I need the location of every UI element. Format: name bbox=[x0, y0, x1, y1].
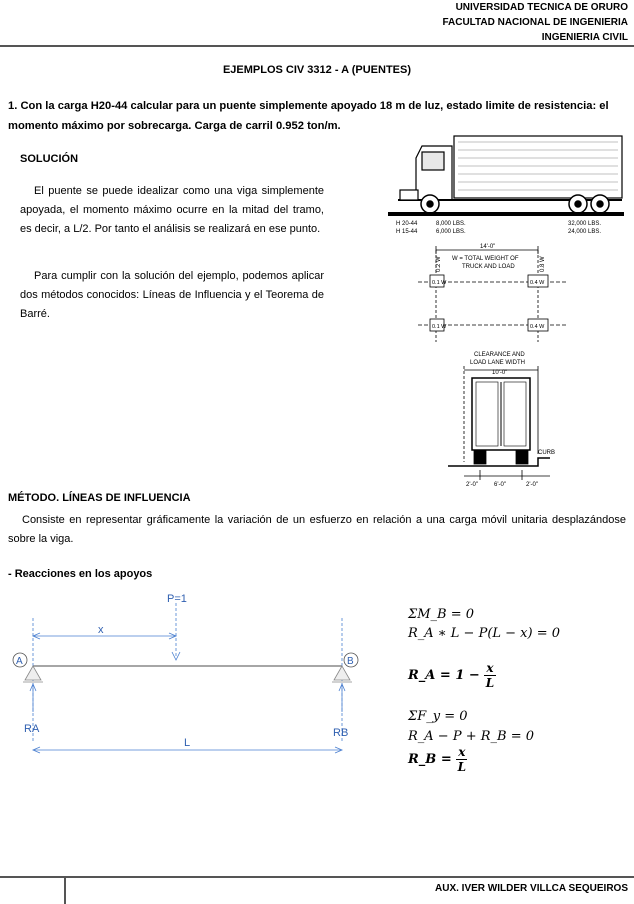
footer-tick bbox=[64, 877, 66, 904]
header-divider bbox=[0, 45, 634, 47]
support-a-label: A bbox=[16, 656, 23, 667]
rear-axle-load: 0.8 W bbox=[540, 256, 546, 272]
label-h20: H 20-44 bbox=[396, 221, 418, 227]
document-title: EJEMPLOS CIV 3312 - A (PUENTES) bbox=[222, 64, 412, 76]
method-text: Consiste en representar gráficamente la variación de un esfuerzo en relación a una carga móvil unitaria desplazándose sobre la viga. bbox=[8, 514, 626, 545]
load-label: P=1 bbox=[167, 593, 187, 605]
dim-mid: 6'-0" bbox=[494, 482, 506, 488]
solution-paragraph-2: Para cumplir con la solución del ejemplo, podemos aplicar dos métodos conocidos: Líneas de Influencia y el Teorema de Barré. bbox=[20, 270, 324, 320]
footer-divider bbox=[0, 876, 634, 878]
header-career: INGENIERIA CIVIL bbox=[541, 32, 628, 43]
rb-denominator: L bbox=[457, 760, 467, 774]
label-rear-h20: 32,000 LBS. bbox=[568, 221, 602, 227]
ra-numerator: x bbox=[486, 661, 494, 675]
label-front-h15: 6,000 LBS. bbox=[436, 229, 466, 235]
weight-note-2: TRUCK AND LOAD bbox=[462, 264, 515, 270]
front-axle-load: 0.2 W bbox=[436, 256, 442, 272]
ra-lhs: R_A = 1 − bbox=[408, 668, 480, 683]
method-heading: MÉTODO. LÍNEAS DE INFLUENCIA bbox=[8, 492, 191, 504]
equation-ra-result bbox=[408, 661, 496, 690]
equation-sum-forces: ΣF_y = 0 bbox=[408, 709, 468, 724]
dim-right: 2'-0" bbox=[526, 482, 538, 488]
h20-truck-figure bbox=[378, 132, 628, 492]
reaction-b-label: RB bbox=[333, 727, 349, 739]
span-label: L bbox=[184, 737, 191, 749]
front-wheel-load-bottom: 0.1 W bbox=[432, 324, 447, 330]
lane-width: 10'-0" bbox=[492, 370, 508, 376]
x-label: x bbox=[98, 624, 104, 636]
road-surface bbox=[388, 212, 624, 216]
header-faculty: FACULTAD NACIONAL DE INGENIERIA bbox=[442, 17, 628, 28]
curb-label: CURB bbox=[538, 450, 556, 456]
reaction-a-label: RA bbox=[24, 723, 40, 735]
reactions-heading: - Reacciones en los apoyos bbox=[8, 568, 153, 580]
header-university: UNIVERSIDAD TECNICA DE ORURO bbox=[455, 2, 628, 13]
rb-lhs: R_B = bbox=[408, 752, 452, 767]
solution-heading: SOLUCIÓN bbox=[20, 153, 79, 165]
support-b-label: B bbox=[347, 656, 354, 667]
rb-numerator: x bbox=[458, 745, 466, 759]
support-a-triangle bbox=[25, 666, 41, 680]
equation-force-expansion: R_A − P + R_B = 0 bbox=[408, 729, 535, 744]
ra-denominator: L bbox=[485, 676, 495, 690]
solution-paragraph-1: El puente se puede idealizar como una viga simplemente apoyada, el momento máximo ocurre en la mitad del tramo, es decir, a L/2. Por tanto el análisis se realizará en ese punto. bbox=[20, 185, 324, 235]
dim-left: 2'-0" bbox=[466, 482, 478, 488]
axle-spacing: 14'-0" bbox=[480, 244, 496, 250]
rear-wheel-load-bottom: 0.4 W bbox=[530, 324, 545, 330]
clearance-label-2: LOAD LANE WIDTH bbox=[470, 360, 526, 366]
front-wheel-load-top: 0.1 W bbox=[432, 280, 447, 286]
weight-note-1: W = TOTAL WEIGHT OF bbox=[452, 256, 519, 262]
equation-sum-moments: ΣM_B = 0 bbox=[408, 607, 474, 622]
footer-author: AUX. IVER WILDER VILLCA SEQUEIROS bbox=[435, 883, 628, 894]
support-b-triangle bbox=[334, 666, 350, 680]
equation-moment-expansion: R_A ∗ L − P(L − x) = 0 bbox=[408, 626, 561, 641]
rb-fraction bbox=[456, 745, 467, 774]
label-rear-h15: 24,000 LBS. bbox=[568, 229, 602, 235]
equation-rb-result bbox=[408, 745, 467, 774]
truck-drawing bbox=[398, 136, 622, 200]
rear-elevation bbox=[448, 366, 550, 480]
label-h15: H 15-44 bbox=[396, 229, 418, 235]
clearance-label-1: CLEARANCE AND bbox=[474, 352, 525, 358]
label-front-h20: 8,000 LBS. bbox=[436, 221, 466, 227]
beam-diagram bbox=[6, 588, 376, 763]
ra-fraction bbox=[484, 661, 495, 690]
rear-wheel-load-top: 0.4 W bbox=[530, 280, 545, 286]
problem-statement: 1. Con la carga H20-44 calcular para un puente simplemente apoyado 18 m de luz, estado limite de resistencia: el momento máximo por sobrecarga. Carga de carril 0.952 ton/m. bbox=[8, 100, 609, 132]
page-header bbox=[442, 0, 628, 45]
